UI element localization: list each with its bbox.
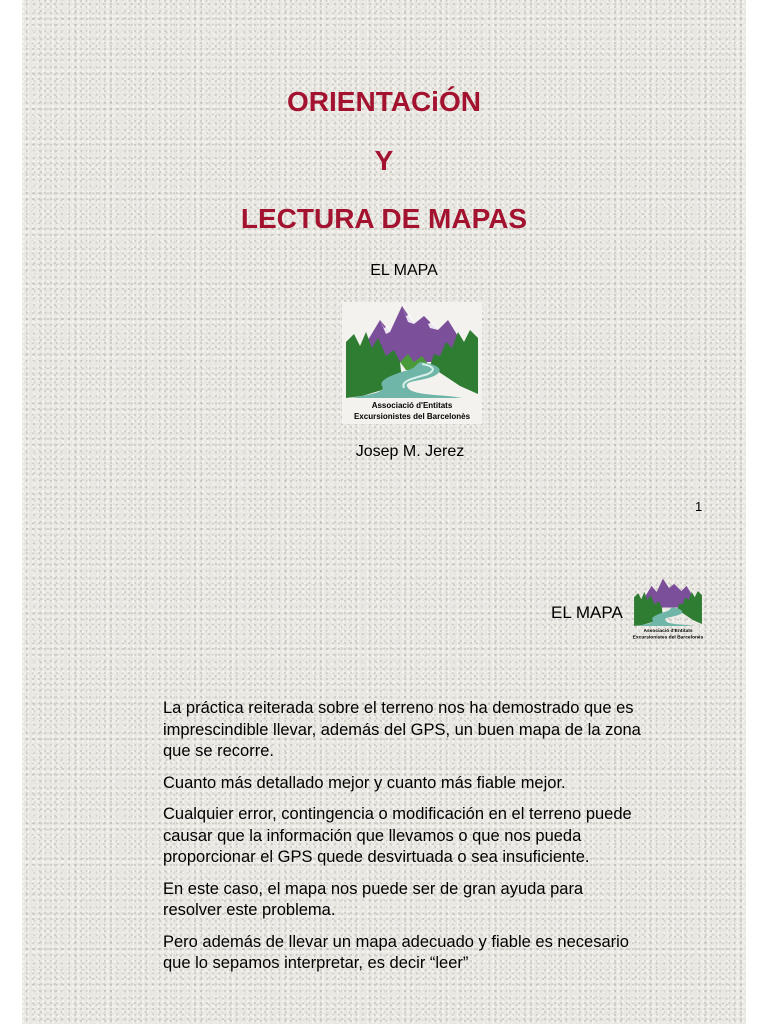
logo-text-line-1: Associació d'Entitats xyxy=(371,401,453,410)
paragraph-2: Cuanto más detallado mejor y cuanto más fiable mejor. xyxy=(163,773,566,792)
author: Josep M. Jerez xyxy=(355,443,465,460)
logo-small-text-line-1: Associació d'Entitats xyxy=(643,629,693,635)
title-line-2: Y xyxy=(374,145,394,176)
paragraph-5: Pero además de llevar un mapa adecuado y fiable es necesario que lo sepamos interpretar, es decir “leer” xyxy=(163,932,629,972)
logo-small-text-line-2: Excursionistes del Barcelonès xyxy=(632,635,704,640)
association-logo-small xyxy=(632,576,704,640)
association-logo xyxy=(342,302,482,424)
paragraph-3: Cualquier error, contingencia o modificación en el terreno puede causar que la información que llevamos o que nos pueda proporcionar el GPS quede desvirtuada o sea insuficiente. xyxy=(163,805,632,866)
section-header: EL MAPA xyxy=(551,603,623,622)
page-number: 1 xyxy=(695,499,703,514)
subtitle: EL MAPA xyxy=(370,262,438,279)
title-line-1: ORIENTACiÓN xyxy=(287,86,481,117)
document-page xyxy=(22,0,746,1024)
title-line-3: LECTURA DE MAPAS xyxy=(240,203,528,234)
paragraph-1: La práctica reiterada sobre el terreno nos ha demostrado que es imprescindible llevar, además del GPS, un buen mapa de la zona que se recorre. xyxy=(163,699,641,760)
paragraph-4: En este caso, el mapa nos puede ser de gran ayuda para resolver este problema. xyxy=(163,879,584,919)
body-text xyxy=(163,698,643,985)
logo-text-line-2: Excursionistes del Barcelonès xyxy=(353,412,471,421)
